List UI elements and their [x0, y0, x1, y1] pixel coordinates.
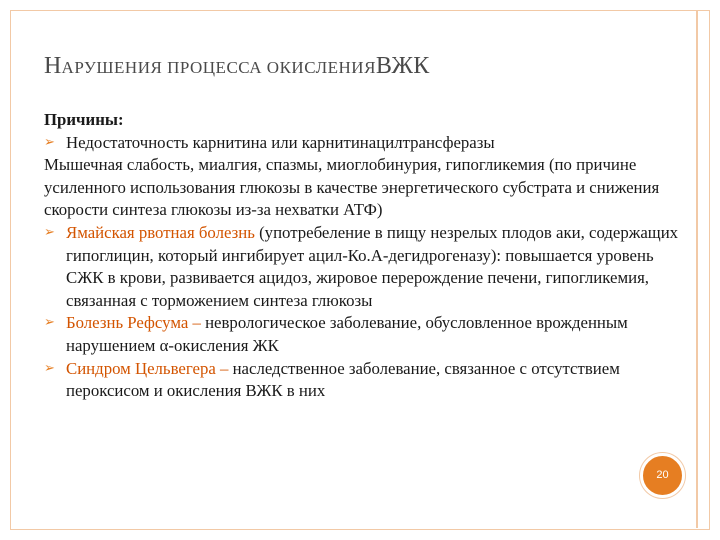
list-item: [44, 132, 684, 155]
item3-text: неврологическое заболевание, обусловленное врожденным нарушением α-окисления ЖК: [66, 313, 628, 355]
item4-name: Синдром Цельвегера –: [66, 358, 229, 378]
list-item: [44, 312, 684, 357]
title-first-letter: Н: [44, 53, 62, 79]
item4-text: наследственное заболевание, связанное с отсутствием пероксисом и окисления ВЖК в них: [66, 358, 620, 401]
list-item: [44, 358, 684, 403]
item1-description: Мышечная слабость, миалгия, спазмы, миоглобинурия, гипогликемия (по причине усиленного использования глюкозы в качестве энергетического субстрата и снижения скорости синтеза глюкозы из-за нехватки АТФ): [44, 155, 660, 220]
list-item: [44, 222, 684, 312]
item1-label: Недостаточность карнитина или карнитинацилтрансферазы: [66, 132, 495, 152]
arrow-bullet-icon: ➢: [44, 315, 55, 331]
arrow-bullet-icon: ➢: [44, 224, 55, 240]
slide-content: [44, 109, 684, 403]
item2-name: Ямайская рвотная болезнь: [66, 222, 255, 242]
page-number-badge: 20: [640, 453, 685, 498]
slide-title: [44, 53, 429, 80]
title-abbreviation: ВЖК: [375, 53, 430, 79]
item3-name: Болезнь Рефсума –: [66, 313, 201, 333]
arrow-bullet-icon: ➢: [44, 360, 55, 376]
causes-heading: Причины:: [44, 110, 124, 129]
title-rest: АРУШЕНИЯ ПРОЦЕССА ОКИСЛЕНИЯ: [61, 58, 376, 77]
arrow-bullet-icon: ➢: [44, 134, 55, 150]
slide-side-bar: [696, 10, 698, 528]
item2-text: (употребеление в пищу незрелых плодов аки, содержащих гипоглицин, который ингибирует ацил-Ко.А-дегидрогеназу): повышается уровень СЖК в крови, развивается ацидоз, жировое перерождение печени, гипогликемия, связанная с торможением синтеза глюкозы: [66, 222, 679, 310]
